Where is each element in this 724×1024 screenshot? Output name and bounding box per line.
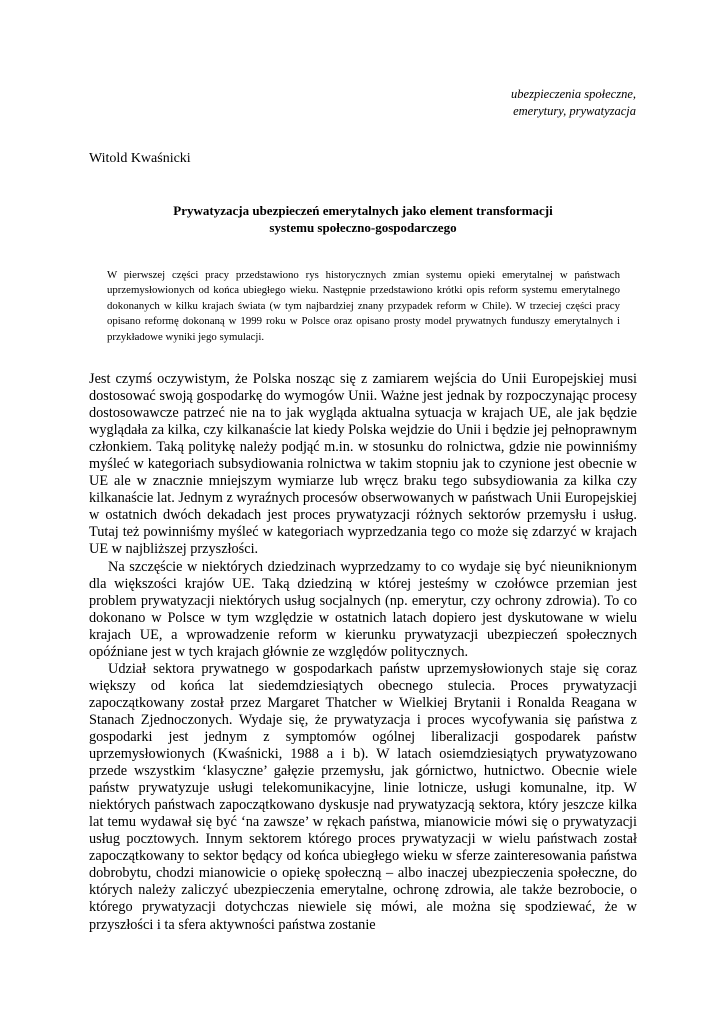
paragraph-3: Udział sektora prywatnego w gospodarkach państw uprzemysłowionych staje się coraz większy od końca lat siedemdziesiątych obecnego stulecia. Proces prywatyzacji zapoczątkowany został przez Margaret Thatcher w Wielkiej Brytanii i Ronalda Reagana w Stanach Zjednoczonych. Wydaje się, że prywatyzacja i proces wycofywania się państwa z gospodarki jest jednym z symptomów ogólnej liberalizacji gospodarek państw uprzemysłowionych (Kwaśnicki, 1988 a i b). W latach osiemdziesiątych prywatyzowano przede wszystkim ‘klasyczne’ gałęzie przemysłu, jak górnictwo, hutnictwo. Obecnie wiele państw prywatyzuje usługi telekomunikacyjne, linie lotnicze, usługi komunalne, itp. W niektórych państwach zapoczątkowano dyskusje nad prywatyzacją sektora, który jeszcze kilka lat temu wydawał się być ‘na zawsze’ w rękach państwa, mianowicie mówi się o prywatyzacji usług pocztowych. Innym sektorem którego proces prywatyzacji w wielu państwach został zapoczątkowany to sektor będący od końca ubiegłego wieku w sferze zainteresowania państwa dobrobytu, chodzi mianowicie o opiekę społeczną – albo inaczej ubezpieczenia społeczne, do których należy zaliczyć ubezpieczenia emerytalne, ochronę zdrowia, ale także bezrobocie, o którego prywatyzacji dotychczas niewiele się mówi, ale można się spodziewać, że w przyszłości i ta sfera aktywności państwa zostanie xyxy=(89,660,637,933)
paragraph-1: Jest czymś oczywistym, że Polska nosząc się z zamiarem wejścia do Unii Europejskiej musi dostosować swoją gospodarkę do wymogów Unii. Ważne jest jednak by rozpoczynając procesy dostosowawcze patrzeć nie na to jak wygląda aktualna sytuacja w krajach UE, ale jak będzie wyglądała za kilka, czy kilkanaście lat kiedy Polska wejdzie do Unii i będzie jej pełnoprawnym członkiem. Taką politykę należy podjąć m.in. w stosunku do rolnictwa, gdzie nie powinniśmy myśleć w kategoriach subsydiowania rolnictwa w takim stopniu jak to czynione jest obecnie w UE ale w znacznie mniejszym wymiarze lub wręcz braku tego subsydiowania za kilka czy kilkanaście lat. Jednym z wyraźnych procesów obserwowanych w państwach Unii Europejskiej w ostatnich dwóch dekadach jest proces prywatyzacji różnych sektorów przemysłu i usług. Tutaj też powinniśmy myśleć w kategoriach wyprzedzania tego co może się zdarzyć w krajach UE w najbliższej przyszłości. xyxy=(89,371,637,558)
title-line-1: Prywatyzacja ubezpieczeń emerytalnych jako element transformacji xyxy=(173,203,553,218)
body-text xyxy=(89,371,637,934)
paragraph-2: Na szczęście w niektórych dziedzinach wyprzedzamy to co wydaje się być nieuniknionym dla większości krajów UE. Taką dziedziną w której jesteśmy w czołówce przemian jest problem prywatyzacji niektórych usług socjalnych (np. emerytur, czy ochrony zdrowia). To co dokonano w Polsce w tym względzie w ostatnich latach dopiero jest dyskutowane w wielu krajach UE, a wprowadzenie reform w kierunku prywatyzacji ubezpieczeń społecznych opóźniane jest w tych krajach głównie ze względów politycznych. xyxy=(89,558,637,660)
abstract: W pierwszej części pracy przedstawiono rys historycznych zmian systemu opieki emerytalnej w państwach uprzemysłowionych od końca ubiegłego wieku. Następnie przedstawiono krótki opis reform systemu emerytalnego dokonanych w kilku krajach świata (w tym najbardziej znany przypadek reform w Chile). W trzeciej części pracy opisano reformę dokonaną w 1999 roku w Polsce oraz opisano prosty model prywatnych funduszy emerytalnych i przykładowe wyniki jego symulacji. xyxy=(107,269,620,343)
title-line-2: systemu społeczno-gospodarczego xyxy=(269,219,457,235)
keywords-line-1: ubezpieczenia społeczne, xyxy=(511,87,636,101)
keywords xyxy=(336,86,636,120)
paper-title xyxy=(89,203,637,236)
keywords-line-2: emerytury, prywatyzacja xyxy=(513,104,636,118)
author-name: Witold Kwaśnicki xyxy=(89,151,191,166)
